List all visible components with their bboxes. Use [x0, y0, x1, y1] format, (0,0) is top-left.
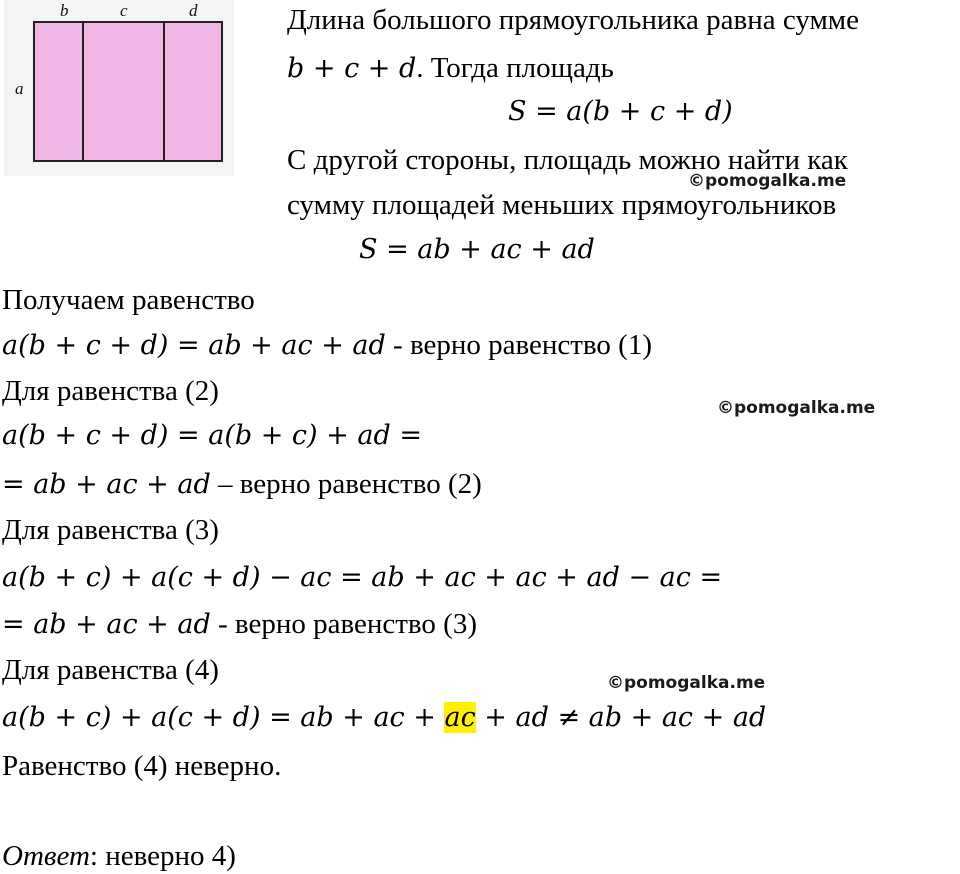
line-14	[2, 606, 477, 643]
line-13-formula: a(b + c) + a(c + d) − ac = ab + ac + ac + ad − ac =	[2, 562, 723, 593]
line-3-formula: S = a(b + c + d)	[508, 96, 733, 127]
line-1: Длина большого прямоугольника равна сумме	[287, 4, 860, 36]
line-6-formula: S = ab + ac + ad	[359, 234, 595, 265]
line-11	[2, 466, 482, 503]
line-5: сумму площадей меньших прямоугольников	[287, 189, 837, 221]
watermark-1: ©pomogalka.me	[688, 171, 847, 191]
watermark-3: ©pomogalka.me	[607, 673, 766, 693]
label-c: c	[120, 1, 128, 20]
line-8	[2, 327, 652, 364]
label-d: d	[189, 1, 198, 20]
line-16-formula	[2, 700, 766, 736]
label-b: b	[60, 1, 69, 20]
line-12: Для равенства (3)	[2, 514, 219, 546]
line-8-text: - верно равенство (1)	[385, 329, 652, 361]
answer-text: : неверно 4)	[89, 840, 236, 872]
watermark-2: ©pomogalka.me	[717, 398, 876, 418]
line-14-text: - верно равенство (3)	[210, 608, 477, 640]
line-2	[287, 50, 614, 87]
line-15: Для равенства (4)	[2, 654, 219, 686]
label-a: a	[15, 79, 24, 98]
line-8-math: a(b + c + d) = ab + ac + ad	[2, 330, 386, 361]
line-11-math: = ab + ac + ad	[2, 469, 211, 500]
line-7: Получаем равенство	[2, 284, 255, 316]
big-rectangle	[34, 22, 222, 161]
rectangle-diagram	[4, 0, 234, 176]
rectangle-figure	[4, 0, 234, 176]
line-17: Равенство (4) неверно.	[2, 750, 282, 782]
highlighted-term: ac	[444, 702, 476, 733]
line-11-text: – верно равенство (2)	[210, 468, 482, 500]
line-16-part-a: a(b + c) + a(c + d) = ab + ac +	[2, 702, 445, 733]
answer-line	[2, 838, 236, 874]
answer-label: Ответ	[2, 840, 90, 872]
line-2-text: . Тогда площадь	[416, 52, 614, 84]
line-9: Для равенства (2)	[2, 375, 219, 407]
line-16-part-b: + ad ≠ ab + ac + ad	[475, 702, 767, 733]
line-4: С другой стороны, площадь можно найти как	[287, 144, 848, 176]
line-2-math: b + c + d	[287, 53, 417, 84]
line-10-formula: a(b + c + d) = a(b + c) + ad =	[2, 420, 422, 451]
line-14-math: = ab + ac + ad	[2, 609, 211, 640]
